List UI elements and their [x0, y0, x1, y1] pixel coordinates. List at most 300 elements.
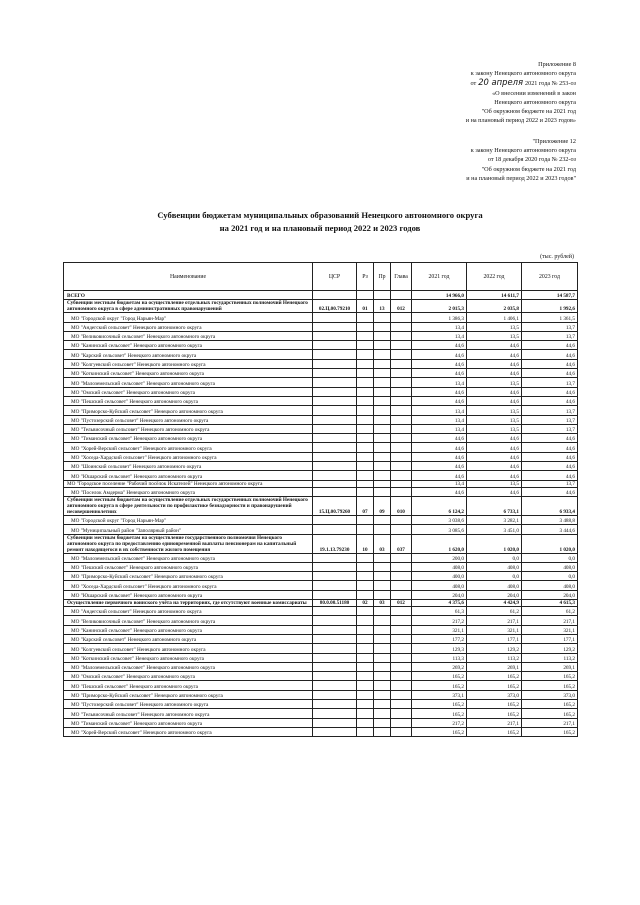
cell-chapter	[391, 662, 412, 671]
title-line-2: на 2021 год и на плановый период 2022 и 2023 годов	[219, 222, 421, 233]
cell-csr	[313, 341, 357, 350]
cell-rz	[357, 653, 374, 662]
cell-2022: 373,0	[467, 690, 522, 699]
handwritten-date: 20 апреля	[478, 77, 523, 88]
table-row	[64, 727, 578, 736]
appendix-number: Приложение 8	[538, 61, 576, 68]
table-row	[64, 369, 578, 378]
cell-rz	[357, 672, 374, 681]
cell-2023: 44,6	[522, 471, 578, 480]
cell-rz	[357, 709, 374, 718]
cell-2023: 13,7	[522, 415, 578, 424]
cell-chapter	[391, 515, 412, 524]
cell-chapter	[391, 727, 412, 736]
cell-csr	[313, 727, 357, 736]
cell-2021: 6 124,2	[412, 496, 467, 515]
cell-rz	[357, 406, 374, 415]
amendment-line: «О внесении изменений в закон	[492, 89, 576, 97]
cell-csr: 02.Ц.00.79210	[313, 300, 357, 313]
cell-csr	[313, 291, 357, 300]
cell-name: МО "Пешский сельсовет" Ненецкого автономного округа	[64, 681, 313, 690]
cell-rz	[357, 515, 374, 524]
cell-2022: 44,6	[467, 387, 522, 396]
cell-2021: 204,0	[412, 590, 467, 599]
cell-chapter	[391, 590, 412, 599]
cell-name: МО "Тиманский сельсовет" Ненецкого автономного округа	[64, 718, 313, 727]
table-row	[64, 699, 578, 708]
cell-2021: 13,4	[412, 331, 467, 340]
cell-rz	[357, 662, 374, 671]
cell-pr	[374, 515, 391, 524]
cell-name: МО "Великовисочный сельсовет" Ненецкого автономного округа	[64, 331, 313, 340]
cell-pr: 09	[374, 496, 391, 515]
units-label: (тыс. рублей)	[540, 254, 574, 260]
cell-csr	[313, 662, 357, 671]
cell-csr	[313, 644, 357, 653]
cell-name: МО "Канинский сельсовет" Ненецкого автономного округа	[64, 625, 313, 634]
cell-rz: 07	[357, 496, 374, 515]
col-chapter: Глава	[391, 263, 412, 291]
cell-2021: 44,6	[412, 462, 467, 471]
cell-2021: 4 375,6	[412, 600, 467, 607]
table-row	[64, 607, 578, 616]
cell-name: МО "Великовисочный сельсовет" Ненецкого автономного округа	[64, 616, 313, 625]
cell-name: МО "Пустозерский сельсовет" Ненецкого автономного округа	[64, 415, 313, 424]
cell-2021: 165,2	[412, 681, 467, 690]
table-row	[64, 443, 578, 452]
cell-pr	[374, 434, 391, 443]
section-row	[64, 600, 578, 607]
cell-2022: 6 733,1	[467, 496, 522, 515]
table-row	[64, 515, 578, 524]
cell-name: МО "Городской округ "Город Нарьян-Мар"	[64, 515, 313, 524]
cell-2021: 129,3	[412, 644, 467, 653]
cell-2022: 165,2	[467, 709, 522, 718]
cell-csr	[313, 424, 357, 433]
budget-line: "Об окружном бюджете на 2021 год	[481, 108, 576, 116]
cell-2022: 44,6	[467, 487, 522, 496]
cell-name: МО "Тиманский сельсовет" Ненецкого автономного округа	[64, 434, 313, 443]
cell-chapter	[391, 690, 412, 699]
cell-name: МО "Пешский сельсовет" Ненецкого автономного округа	[64, 562, 313, 571]
cell-2023: 44,6	[522, 434, 578, 443]
cell-name: МО "Приморско-Куйский сельсовет" Ненецкого автономного округа	[64, 572, 313, 581]
cell-2022: 44,6	[467, 471, 522, 480]
cell-chapter	[391, 616, 412, 625]
table-row	[64, 387, 578, 396]
cell-2021: 165,2	[412, 709, 467, 718]
cell-pr	[374, 727, 391, 736]
cell-rz	[357, 487, 374, 496]
cell-2021: 3 085,6	[412, 525, 467, 534]
cell-2023: 44,6	[522, 443, 578, 452]
cell-csr	[313, 396, 357, 405]
table-row	[64, 634, 578, 643]
cell-2021: 44,6	[412, 471, 467, 480]
cell-pr	[374, 291, 391, 300]
cell-chapter	[391, 396, 412, 405]
cell-2022: 44,6	[467, 443, 522, 452]
cell-pr	[374, 572, 391, 581]
cell-2023: 217,1	[522, 616, 578, 625]
table-row	[64, 525, 578, 534]
cell-2023: 3 444,6	[522, 525, 578, 534]
cell-2023: 44,6	[522, 487, 578, 496]
cell-csr	[313, 709, 357, 718]
cell-2022: 408,0	[467, 562, 522, 571]
cell-csr	[313, 406, 357, 415]
col-2021: 2021 год	[412, 263, 467, 291]
cell-2022: 0,0	[467, 553, 522, 562]
cell-pr	[374, 369, 391, 378]
table-row	[64, 590, 578, 599]
period-line: и на плановый период 2022 и 2023 годов»	[465, 117, 576, 125]
cell-csr	[313, 313, 357, 322]
cell-pr	[374, 331, 391, 340]
cell-pr	[374, 452, 391, 461]
table-row	[64, 662, 578, 671]
table-row	[64, 471, 578, 480]
cell-2022: 44,6	[467, 341, 522, 350]
cell-name: МО "Городской округ "Город Нарьян-Мар"	[64, 313, 313, 322]
cell-2023: 165,2	[522, 699, 578, 708]
cell-2023: 13,7	[522, 331, 578, 340]
cell-2021: 44,6	[412, 387, 467, 396]
cell-2022: 4 424,9	[467, 600, 522, 607]
cell-rz	[357, 690, 374, 699]
table-row	[64, 562, 578, 571]
cell-2022: 408,0	[467, 581, 522, 590]
cell-pr	[374, 396, 391, 405]
cell-csr: 15.Ц.00.79260	[313, 496, 357, 515]
subventions-table	[63, 262, 578, 737]
cell-pr	[374, 699, 391, 708]
cell-rz	[357, 387, 374, 396]
cell-pr	[374, 562, 391, 571]
cell-rz	[357, 590, 374, 599]
cell-csr	[313, 378, 357, 387]
cell-pr	[374, 341, 391, 350]
cell-2023: 13,7	[522, 322, 578, 331]
cell-chapter	[391, 644, 412, 653]
cell-2023: 44,6	[522, 341, 578, 350]
cell-chapter	[391, 369, 412, 378]
cell-rz	[357, 718, 374, 727]
cell-csr	[313, 480, 357, 487]
cell-2023: 44,6	[522, 369, 578, 378]
cell-chapter	[391, 471, 412, 480]
table-row	[64, 581, 578, 590]
cell-name: Осуществление первичного воинского учёта на территориях, где отсутствуют военные комиссариаты	[64, 600, 313, 607]
cell-2022: 165,2	[467, 699, 522, 708]
cell-pr	[374, 581, 391, 590]
cell-rz	[357, 313, 374, 322]
cell-csr	[313, 487, 357, 496]
cell-csr	[313, 572, 357, 581]
cell-csr	[313, 515, 357, 524]
cell-name: МО "Коткинский сельсовет" Ненецкого автономного округа	[64, 653, 313, 662]
cell-2021: 44,6	[412, 452, 467, 461]
table-row	[64, 644, 578, 653]
cell-2023: 13,7	[522, 480, 578, 487]
cell-2022: 321,1	[467, 625, 522, 634]
cell-rz	[357, 553, 374, 562]
cell-rz	[357, 359, 374, 368]
cell-chapter	[391, 625, 412, 634]
cell-chapter: 012	[391, 600, 412, 607]
cell-chapter	[391, 553, 412, 562]
cell-2022: 0,0	[467, 572, 522, 581]
cell-chapter	[391, 718, 412, 727]
cell-chapter	[391, 415, 412, 424]
title-line-1: Субвенции бюджетам муниципальных образований Ненецкого автономного округа	[157, 210, 483, 220]
cell-chapter	[391, 406, 412, 415]
cell-rz: 02	[357, 600, 374, 607]
col-2023: 2023 год	[522, 263, 578, 291]
cell-rz	[357, 369, 374, 378]
col-pr: Пр	[374, 263, 391, 291]
cell-rz	[357, 727, 374, 736]
original-law-date: от 18 декабря 2020 года № 232-оз	[487, 156, 576, 164]
table-row	[64, 462, 578, 471]
cell-csr	[313, 415, 357, 424]
table-row	[64, 487, 578, 496]
appendix-header	[466, 60, 576, 125]
law-date-line	[466, 78, 576, 88]
cell-2023: 44,6	[522, 462, 578, 471]
cell-2023: 373,0	[522, 690, 578, 699]
cell-2022: 1 406,1	[467, 313, 522, 322]
cell-2021: 321,1	[412, 625, 467, 634]
cell-csr	[313, 452, 357, 461]
cell-csr	[313, 625, 357, 634]
cell-2021: 13,4	[412, 424, 467, 433]
table-row	[64, 341, 578, 350]
cell-2022: 165,2	[467, 727, 522, 736]
cell-2023: 14 587,7	[522, 291, 578, 300]
cell-pr	[374, 625, 391, 634]
cell-name: МО "Тельвисочный сельсовет" Ненецкого автономного округа	[64, 709, 313, 718]
cell-chapter	[391, 634, 412, 643]
cell-csr	[313, 681, 357, 690]
cell-pr	[374, 672, 391, 681]
cell-2022: 269,1	[467, 662, 522, 671]
cell-chapter	[391, 653, 412, 662]
cell-2023: 44,6	[522, 359, 578, 368]
cell-chapter	[391, 424, 412, 433]
cell-csr	[313, 471, 357, 480]
table-row	[64, 415, 578, 424]
cell-2023: 113,2	[522, 653, 578, 662]
cell-pr	[374, 462, 391, 471]
cell-2021: 44,6	[412, 359, 467, 368]
cell-2023: 44,6	[522, 452, 578, 461]
cell-2022: 13,5	[467, 480, 522, 487]
cell-2021: 44,6	[412, 369, 467, 378]
cell-pr	[374, 644, 391, 653]
cell-rz	[357, 699, 374, 708]
cell-name: Субвенции местным бюджетам на осуществление отдельных государственных полномочий Ненецкого автономного округа в сфере административных правонарушений	[64, 300, 313, 313]
cell-rz	[357, 396, 374, 405]
table-row	[64, 434, 578, 443]
cell-name: МО "Андегский сельсовет" Ненецкого автономного округа	[64, 607, 313, 616]
cell-pr	[374, 471, 391, 480]
cell-chapter: 012	[391, 300, 412, 313]
cell-rz	[357, 415, 374, 424]
cell-name: МО "Колгуевский сельсовет" Ненецкого автономного округа	[64, 644, 313, 653]
cell-2023: 0,0	[522, 572, 578, 581]
cell-pr	[374, 525, 391, 534]
cell-pr	[374, 607, 391, 616]
cell-csr	[313, 443, 357, 452]
cell-pr	[374, 406, 391, 415]
cell-2022: 44,6	[467, 359, 522, 368]
cell-2021: 1 386,3	[412, 313, 467, 322]
cell-name: МО "Малоземельский сельсовет" Ненецкого автономного округа	[64, 662, 313, 671]
cell-chapter	[391, 434, 412, 443]
cell-csr	[313, 690, 357, 699]
cell-2023: 177,1	[522, 634, 578, 643]
cell-csr: 19.1.13.79230	[313, 534, 357, 553]
cell-csr	[313, 718, 357, 727]
cell-csr	[313, 462, 357, 471]
cell-pr	[374, 718, 391, 727]
cell-name: МО "Пустозерский сельсовет" Ненецкого автономного округа	[64, 699, 313, 708]
cell-2021: 44,6	[412, 341, 467, 350]
document-title	[0, 209, 640, 234]
cell-name: МО "Шоинский сельсовет" Ненецкого автономного округа	[64, 462, 313, 471]
section-row	[64, 496, 578, 515]
table-row	[64, 452, 578, 461]
cell-2023: 4 615,3	[522, 600, 578, 607]
cell-2023: 3 488,8	[522, 515, 578, 524]
table-row	[64, 406, 578, 415]
cell-csr	[313, 350, 357, 359]
cell-name: МО "Омский сельсовет" Ненецкого автономного округа	[64, 672, 313, 681]
cell-rz	[357, 634, 374, 643]
cell-2021: 61,3	[412, 607, 467, 616]
cell-2023: 165,2	[522, 681, 578, 690]
cell-2022: 113,2	[467, 653, 522, 662]
cell-name: МО "Хоседа-Хардский сельсовет" Ненецкого автономного округа	[64, 581, 313, 590]
cell-2021: 13,4	[412, 322, 467, 331]
cell-2023: 61,2	[522, 607, 578, 616]
cell-2021: 269,2	[412, 662, 467, 671]
cell-2022: 13,5	[467, 378, 522, 387]
cell-2023: 1 020,0	[522, 534, 578, 553]
cell-2021: 1 620,0	[412, 534, 467, 553]
cell-chapter	[391, 607, 412, 616]
cell-name: ВСЕГО	[64, 291, 313, 300]
cell-name: МО "Канинский сельсовет" Ненецкого автономного округа	[64, 341, 313, 350]
cell-2022: 44,6	[467, 434, 522, 443]
cell-csr	[313, 653, 357, 662]
cell-name: МО "Хорей-Верский сельсовет" Ненецкого автономного округа	[64, 443, 313, 452]
cell-2023: 44,6	[522, 350, 578, 359]
section-row	[64, 300, 578, 313]
table-row	[64, 616, 578, 625]
cell-name: МО "Городское поселение "Рабочий посёлок Искателей" Ненецкого автономного округа	[64, 480, 313, 487]
cell-2021: 13,4	[412, 480, 467, 487]
cell-pr	[374, 634, 391, 643]
cell-2023: 44,6	[522, 387, 578, 396]
cell-rz: 01	[357, 300, 374, 313]
table-row	[64, 378, 578, 387]
cell-2021: 2 015,3	[412, 300, 467, 313]
table-row	[64, 480, 578, 487]
cell-rz	[357, 625, 374, 634]
cell-2021: 13,4	[412, 378, 467, 387]
cell-csr	[313, 525, 357, 534]
cell-name: МО "Омский сельсовет" Ненецкого автономного округа	[64, 387, 313, 396]
cell-2021: 44,6	[412, 434, 467, 443]
cell-pr	[374, 690, 391, 699]
cell-pr	[374, 553, 391, 562]
cell-pr	[374, 487, 391, 496]
cell-name: МО "Карский сельсовет" Ненецкого автономного округа	[64, 634, 313, 643]
cell-pr	[374, 709, 391, 718]
cell-chapter: 037	[391, 534, 412, 553]
cell-2021: 408,0	[412, 562, 467, 571]
table-row	[64, 690, 578, 699]
cell-chapter	[391, 462, 412, 471]
col-csr: ЦСР	[313, 263, 357, 291]
cell-2021: 44,6	[412, 487, 467, 496]
cell-chapter	[391, 525, 412, 534]
cell-rz	[357, 480, 374, 487]
cell-name: МО "Юшарский сельсовет" Ненецкого автономного округа	[64, 590, 313, 599]
cell-chapter	[391, 572, 412, 581]
cell-chapter	[391, 313, 412, 322]
table-row	[64, 331, 578, 340]
table-row	[64, 350, 578, 359]
table-row	[64, 572, 578, 581]
cell-pr	[374, 350, 391, 359]
col-rz: Рз	[357, 263, 374, 291]
cell-rz	[357, 322, 374, 331]
cell-rz	[357, 341, 374, 350]
cell-csr	[313, 322, 357, 331]
table-row	[64, 553, 578, 562]
cell-rz	[357, 471, 374, 480]
cell-pr	[374, 616, 391, 625]
table-row	[64, 359, 578, 368]
original-appendix-header	[466, 137, 576, 183]
cell-2021: 408,0	[412, 581, 467, 590]
total-row	[64, 291, 578, 300]
cell-pr	[374, 387, 391, 396]
cell-2021: 44,6	[412, 350, 467, 359]
cell-name: МО "Юшарский сельсовет" Ненецкого автономного округа	[64, 471, 313, 480]
table-body	[64, 291, 578, 737]
cell-2022: 13,5	[467, 331, 522, 340]
cell-2023: 129,2	[522, 644, 578, 653]
cell-csr	[313, 581, 357, 590]
original-law-reference: к закону Ненецкого автономного округа	[470, 147, 576, 155]
cell-rz	[357, 443, 374, 452]
cell-2021: 13,4	[412, 406, 467, 415]
cell-2022: 165,2	[467, 681, 522, 690]
cell-name: МО "Муниципальный район "Заполярный район"	[64, 525, 313, 534]
cell-2022: 13,5	[467, 415, 522, 424]
cell-chapter	[391, 378, 412, 387]
cell-2021: 113,3	[412, 653, 467, 662]
cell-name: МО "Андегский сельсовет" Ненецкого автономного округа	[64, 322, 313, 331]
cell-chapter	[391, 331, 412, 340]
cell-rz	[357, 681, 374, 690]
table-row	[64, 625, 578, 634]
table-header-row	[64, 263, 578, 291]
